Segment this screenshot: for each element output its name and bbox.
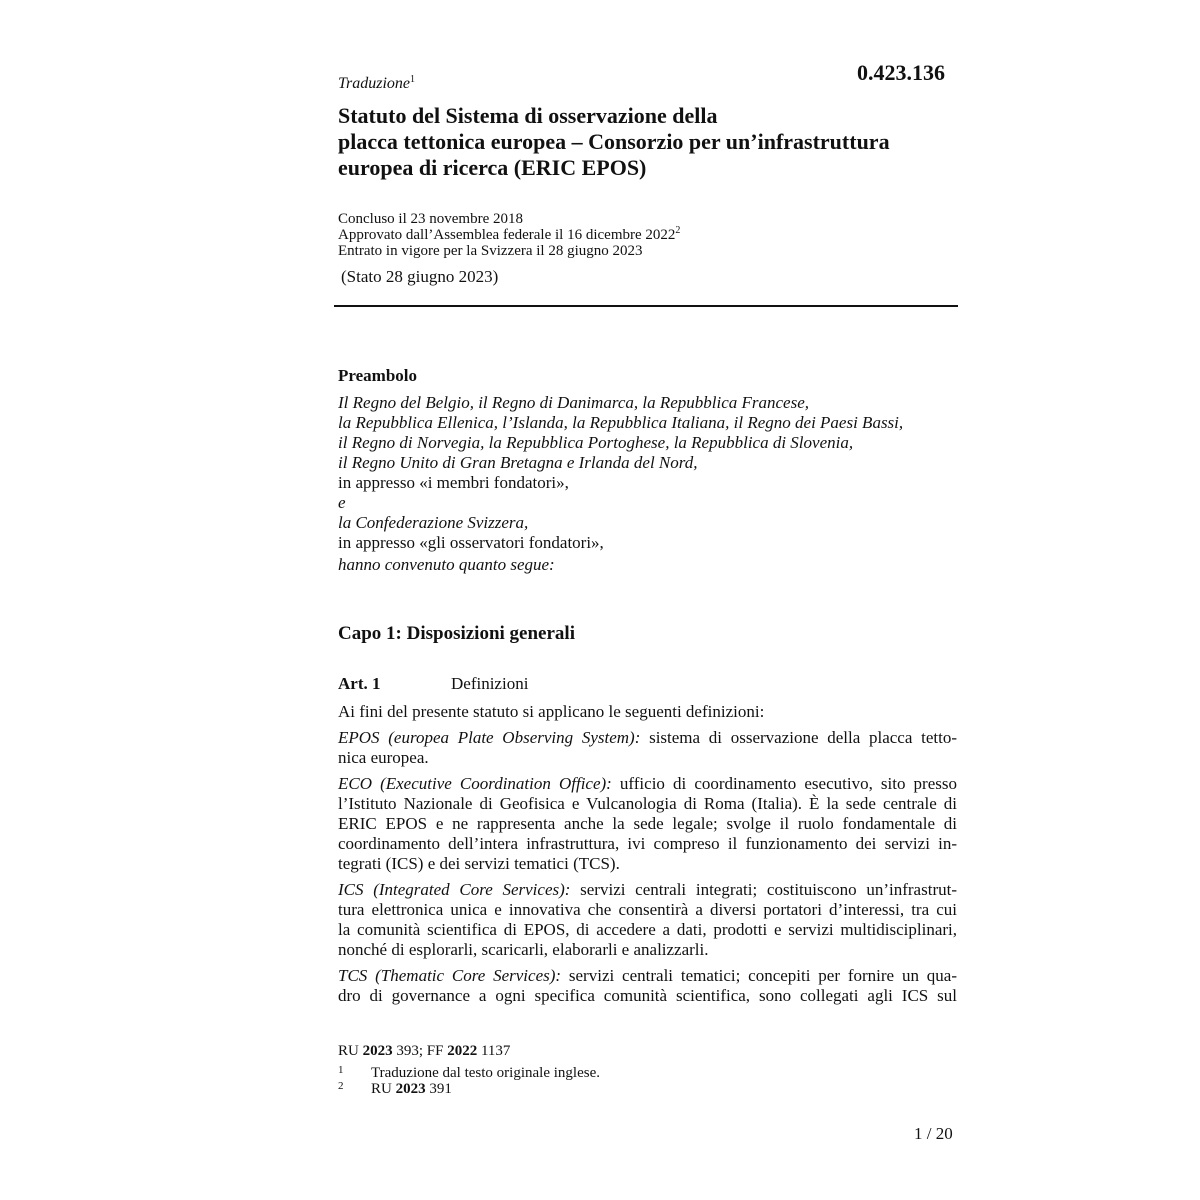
footnote-2-num: 391 xyxy=(425,1081,452,1097)
title-line: Statuto del Sistema di osservazione della xyxy=(338,103,718,128)
official-reference xyxy=(338,1043,510,1065)
preamble-line: hanno convenuto quanto segue: xyxy=(338,555,555,574)
approved-date-text: Approvato dall’Assemblea federale il 16 dicembre 2022 xyxy=(338,227,676,243)
footnote-1-number: 1 xyxy=(338,1064,344,1076)
definition-text: nonché di esplorarli, scaricarli, elaborarli e analizzarli. xyxy=(338,940,709,959)
definition-term: ICS (Integrated Core Services): xyxy=(338,880,571,899)
definition-text: nica europea. xyxy=(338,748,429,767)
preamble-heading: Preambolo xyxy=(338,366,418,385)
translation-label-text: Traduzione xyxy=(338,75,411,92)
definition-line xyxy=(338,880,957,900)
definition-line xyxy=(338,854,957,874)
definition-text: sistema di osservazione della placca tetto- xyxy=(640,728,957,747)
definition-term: ECO (Executive Coordination Office): xyxy=(338,774,612,793)
definition-text: servizi centrali integrati; costituiscono un’infrastrut- xyxy=(570,880,957,899)
definition-line xyxy=(338,748,957,768)
ref-ff-num: 1137 xyxy=(477,1043,511,1059)
definition-line xyxy=(338,774,957,794)
approved-date xyxy=(338,227,680,243)
status-date: (Stato 28 giugno 2023) xyxy=(341,267,499,286)
definition-text: ERIC EPOS e ne rappresenta anche la sede legale; svolge il ruolo fondamentale di xyxy=(338,814,957,833)
footnote-2-prefix: RU xyxy=(371,1081,396,1097)
footnote-ref-1[interactable]: 1 xyxy=(410,74,416,85)
definition-line xyxy=(338,900,957,920)
sr-number: 0.423.136 xyxy=(857,60,945,85)
in-force-date: Entrato in vigore per la Svizzera il 28 giugno 2023 xyxy=(338,243,643,259)
title-line: europea di ricerca (ERIC EPOS) xyxy=(338,155,647,180)
article-number: Art. 1 xyxy=(338,674,381,693)
definition-line xyxy=(338,986,957,1006)
definition-line xyxy=(338,920,957,940)
definition-text: tegrati (ICS) e dei servizi tematici (TCS). xyxy=(338,854,620,873)
footnote-1-text: Traduzione dal testo originale inglese. xyxy=(371,1065,600,1081)
definition-paragraph xyxy=(338,774,957,874)
footnote-2-year: 2023 xyxy=(395,1081,426,1097)
document-title xyxy=(338,103,978,181)
title-divider xyxy=(334,305,958,307)
definition-text: coordinamento dell’intera infrastruttura, ivi compreso il funzionamento dei servizi in- xyxy=(338,834,957,853)
footnote-2 xyxy=(338,1081,510,1097)
ref-ru-year: 2023 xyxy=(362,1043,393,1059)
article-intro: Ai fini del presente statuto si applicano le seguenti definizioni: xyxy=(338,702,765,721)
definition-paragraph xyxy=(338,966,957,1006)
ref-prefix: RU xyxy=(338,1043,363,1059)
definition-line xyxy=(338,794,957,814)
definition-text: dro di governance a ogni specifica comunità scientifica, sono collegati agli ICS sul xyxy=(338,986,957,1005)
footnotes xyxy=(338,1043,600,1097)
enactment-metadata xyxy=(338,211,680,259)
footnote-1 xyxy=(338,1064,600,1081)
preamble-line: il Regno Unito di Gran Bretagna e Irlanda del Nord, xyxy=(338,453,698,472)
definition-paragraph xyxy=(338,728,957,768)
definition-text: la comunità scientifica di EPOS, di accedere a dati, prodotti e servizi multidisciplinari, xyxy=(338,920,957,939)
translation-label xyxy=(338,75,415,93)
preamble-line: Il Regno del Belgio, il Regno di Danimarca, la Repubblica Francese, xyxy=(338,393,810,412)
definition-line xyxy=(338,814,957,834)
definition-text: servizi centrali tematici; concepiti per fornire un qua- xyxy=(561,966,957,985)
footnote-ref-2[interactable]: 2 xyxy=(675,225,681,236)
concluded-date: Concluso il 23 novembre 2018 xyxy=(338,211,523,227)
ref-ru-num: 393; FF xyxy=(392,1043,448,1059)
preamble-text xyxy=(338,393,958,575)
preamble-line: la Repubblica Ellenica, l’Islanda, la Repubblica Italiana, il Regno dei Paesi Bassi, xyxy=(338,413,904,432)
article-body xyxy=(338,702,957,1012)
definition-term: EPOS (europea Plate Observing System): xyxy=(338,728,641,747)
definition-line xyxy=(338,940,957,960)
definition-paragraph xyxy=(338,880,957,960)
title-line: placca tettonica europea – Consorzio per un’infrastruttura xyxy=(338,129,890,154)
definition-line xyxy=(338,966,957,986)
preamble-line: il Regno di Norvegia, la Repubblica Portoghese, la Repubblica di Slovenia, xyxy=(338,433,854,452)
footnote-2-number: 2 xyxy=(338,1080,344,1092)
definition-line xyxy=(338,728,957,748)
ref-ff-year: 2022 xyxy=(447,1043,478,1059)
definition-text: l’Istituto Nazionale di Geofisica e Vulcanologia di Roma (Italia). È la sede centrale di xyxy=(338,794,957,813)
definition-term: TCS (Thematic Core Services): xyxy=(338,966,562,985)
definition-text: tura elettronica unica e innovativa che consentirà a diversi portatori d’interessi, tra cui xyxy=(338,900,957,919)
definition-line xyxy=(338,834,957,854)
preamble-line: in appresso «i membri fondatori», xyxy=(338,473,569,492)
preamble-line: in appresso «gli osservatori fondatori», xyxy=(338,533,604,552)
article-title: Definizioni xyxy=(451,674,529,693)
definition-text: ufficio di coordinamento esecutivo, sito presso xyxy=(611,774,957,793)
preamble-line: e xyxy=(338,493,346,512)
preamble-line: la Confederazione Svizzera, xyxy=(338,513,529,532)
footnote-2-text xyxy=(371,1081,452,1097)
chapter-heading: Capo 1: Disposizioni generali xyxy=(338,623,575,644)
page-number: 1 / 20 xyxy=(914,1124,953,1143)
